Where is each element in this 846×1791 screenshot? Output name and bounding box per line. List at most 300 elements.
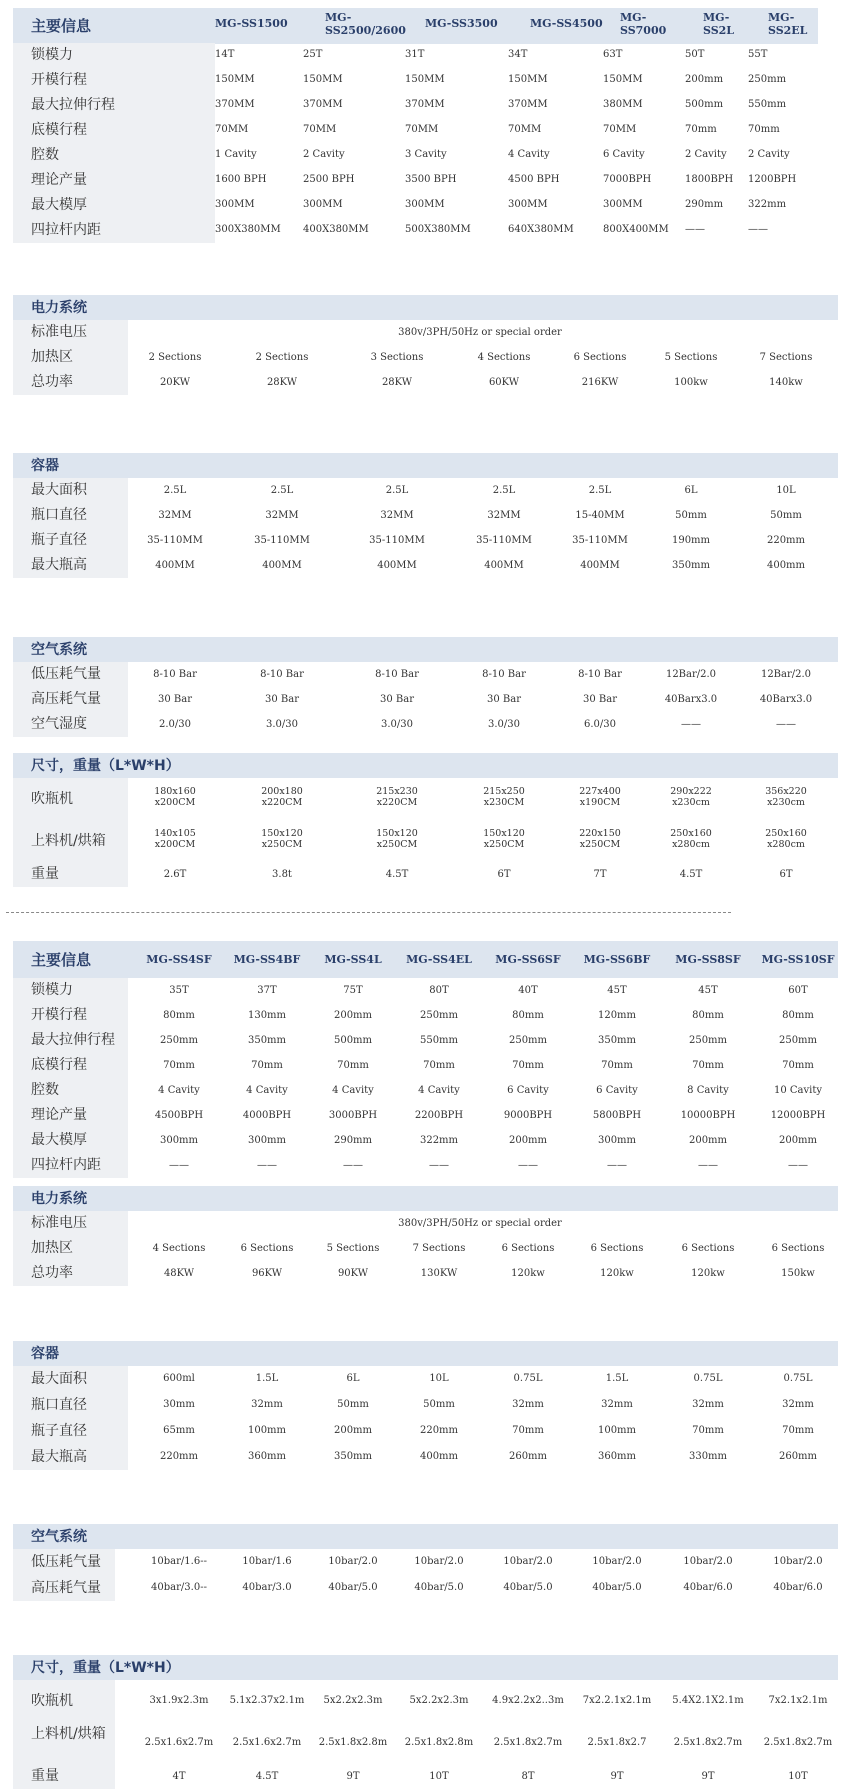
p2-main-row-cell: 45T	[607, 985, 627, 996]
dimension-line-1: 180x160	[154, 786, 196, 797]
p1-container-row-cell: 2.5L	[163, 485, 187, 496]
p1-main-row-cell: 800X400MM	[603, 224, 669, 235]
p1-main-row-cell: 6 Cavity	[603, 149, 645, 160]
p1-air-row-label: 空气湿度	[13, 712, 128, 737]
p1-container-row-cell: 35-110MM	[572, 535, 628, 546]
p2-main-row-cell: 70mm	[337, 1060, 369, 1071]
p2-main-row-cell: 120mm	[597, 1010, 637, 1021]
p1-main-row-label: 开模行程	[13, 68, 215, 93]
p1-power-row-cell: 4 Sections	[477, 352, 531, 363]
p1-container-band	[13, 453, 838, 478]
p2-model-header: MG-SS4L	[324, 953, 382, 966]
p1-container-row-label: 瓶子直径	[13, 528, 128, 553]
dimension-line-2: x280cm	[672, 839, 710, 850]
p2-container-row-cell: 32mm	[601, 1399, 633, 1410]
p1-main-row-cell: 322mm	[748, 199, 787, 210]
p1-main-row-cell: 55T	[748, 49, 768, 60]
p2-size-row-cell: 5x2.2x2.3m	[323, 1695, 383, 1706]
p1-main-row-cell: 370MM	[215, 99, 255, 110]
p2-main-row-cell: 3000BPH	[328, 1110, 378, 1121]
p1-air-row-cell: ——	[681, 719, 701, 730]
p1-air-band	[13, 637, 838, 662]
p1-size-row-cell: 4.5T	[679, 869, 703, 880]
p2-container-row-cell: 600ml	[163, 1373, 195, 1384]
p1-power-row-cell: 100kw	[674, 377, 708, 388]
p2-main-row-cell: 4 Cavity	[158, 1085, 200, 1096]
p1-main-row-cell: 150MM	[508, 74, 548, 85]
p1-air-row-cell: 3.0/30	[266, 719, 298, 730]
p2-main-row-cell: 300mm	[159, 1135, 199, 1146]
p1-model-header: MG-SS4500	[530, 17, 603, 30]
p1-main-title: 主要信息	[31, 17, 92, 35]
p2-size-row-cell: 7x2.2.1x2.1m	[582, 1695, 652, 1706]
p2-container-row-cell: 1.5L	[605, 1373, 629, 1384]
p1-main-row-cell: 4500 BPH	[508, 174, 560, 185]
p1-air-row-cell: 30 Bar	[158, 694, 192, 705]
p2-main-row-cell: 80mm	[782, 1010, 814, 1021]
p2-main-row-cell: 6 Cavity	[596, 1085, 638, 1096]
p1-size-row-cell	[222, 786, 342, 808]
dimension-line-1: 220x150	[579, 828, 621, 839]
dimension-line-1: 250x160	[765, 828, 807, 839]
p1-power-row-cell: 3 Sections	[370, 352, 424, 363]
p1-main-row-cell: 300MM	[303, 199, 343, 210]
p2-air-row-cell: 10bar/2.0	[683, 1556, 733, 1567]
p2-main-row-cell: 300mm	[597, 1135, 637, 1146]
p1-main-row-cell: 7000BPH	[603, 174, 652, 185]
p2-size-row-cell: 4T	[172, 1771, 186, 1782]
dimension-line-2: x230cm	[672, 797, 710, 808]
p1-main-row-cell: 1600 BPH	[215, 174, 267, 185]
p1-container-row-cell: 2.5L	[270, 485, 294, 496]
dimension-line-1: 150x120	[261, 828, 303, 839]
p2-container-row-cell: 50mm	[337, 1399, 369, 1410]
p2-power-row-cell: 4 Sections	[152, 1243, 206, 1254]
p1-main-row-cell: 370MM	[405, 99, 445, 110]
p2-power-row-cell: 6 Sections	[240, 1243, 294, 1254]
p2-power-row-cell: 120kw	[691, 1268, 725, 1279]
p2-container-row-cell: 100mm	[247, 1425, 287, 1436]
p1-container-row-label: 瓶口直径	[13, 503, 128, 528]
dimension-line-2: x220CM	[261, 797, 303, 808]
p1-air-row-cell: 3.0/30	[488, 719, 520, 730]
dimension-line-1: 215x250	[483, 786, 525, 797]
p2-main-row-cell: ——	[607, 1160, 627, 1171]
p2-main-row-cell: 250mm	[508, 1035, 548, 1046]
p1-main-row-cell: 14T	[215, 49, 235, 60]
p2-air-row-label: 高压耗气量	[13, 1575, 115, 1601]
p2-air-row-cell: 40bar/5.0	[592, 1582, 642, 1593]
p1-main-row-cell: 2 Cavity	[685, 149, 727, 160]
p1-container-row-cell: 32MM	[265, 510, 299, 521]
p1-air-row-cell: 30 Bar	[380, 694, 414, 705]
p2-air-row-cell: 10bar/1.6--	[151, 1556, 207, 1567]
p1-size-row-cell: 6T	[779, 869, 793, 880]
p2-main-row-cell: 4 Cavity	[332, 1085, 374, 1096]
p2-size-row-cell: 2.5x1.8x2.7m	[673, 1737, 743, 1748]
p2-main-row-cell: 500mm	[333, 1035, 373, 1046]
p1-container-row-cell: 400MM	[262, 560, 302, 571]
p2-container-row-cell: 65mm	[163, 1425, 195, 1436]
p1-air-row-cell: 8-10 Bar	[375, 669, 419, 680]
p2-main-row-cell: 350mm	[247, 1035, 287, 1046]
p1-container-row-cell: 220mm	[766, 535, 806, 546]
p2-main-row-cell: 12000BPH	[770, 1110, 826, 1121]
p2-main-row-cell: 5800BPH	[592, 1110, 642, 1121]
p2-size-row-cell: 3x1.9x2.3m	[149, 1695, 209, 1706]
p2-main-row-cell: 35T	[169, 985, 189, 996]
p2-air-row-label: 低压耗气量	[13, 1549, 115, 1575]
p2-main-row-cell: 70mm	[251, 1060, 283, 1071]
p1-size-row-cell: 7T	[593, 869, 607, 880]
p1-air-row-cell: 8-10 Bar	[578, 669, 622, 680]
p1-size-row-cell: 4.5T	[385, 869, 409, 880]
p2-model-header: MG-SS4EL	[406, 953, 472, 966]
p1-size-row-cell: 2.6T	[163, 869, 187, 880]
p1-air-row-label: 低压耗气量	[13, 662, 128, 687]
p2-container-row-cell: 360mm	[597, 1451, 637, 1462]
p1-main-row-cell: 300MM	[215, 199, 255, 210]
p2-main-row-cell: 250mm	[159, 1035, 199, 1046]
p2-container-row-label: 最大面积	[13, 1366, 128, 1392]
p1-air-row-cell: 30 Bar	[583, 694, 617, 705]
p1-container-title: 容器	[31, 457, 59, 474]
p1-model-header: MG-SS7000	[620, 11, 667, 37]
p2-main-row-cell: 4 Cavity	[418, 1085, 460, 1096]
p1-air-row-cell: 2.0/30	[159, 719, 191, 730]
p2-power-row-label: 加热区	[13, 1236, 128, 1261]
p1-main-row-cell: 3 Cavity	[405, 149, 447, 160]
p2-main-row-cell: 80mm	[163, 1010, 195, 1021]
p1-main-row-cell: 500mm	[685, 99, 724, 110]
p1-container-row-cell: 400MM	[580, 560, 620, 571]
p2-size-row-cell: 2.5x1.6x2.7m	[144, 1737, 214, 1748]
p1-container-row-cell: 400mm	[766, 560, 806, 571]
dimension-line-2: x250CM	[376, 839, 418, 850]
p2-main-row-label: 最大模厚	[13, 1128, 128, 1153]
p2-main-row-label: 腔数	[13, 1078, 128, 1103]
p1-container-row-cell: 350mm	[671, 560, 711, 571]
p2-model-header: MG-SS4SF	[146, 953, 212, 966]
p1-main-row-cell: 150MM	[215, 74, 255, 85]
p2-container-row-cell: 70mm	[692, 1425, 724, 1436]
p2-container-row-cell: 0.75L	[513, 1373, 543, 1384]
dimension-line-1: 227x400	[579, 786, 621, 797]
p1-main-row-cell: 4 Cavity	[508, 149, 550, 160]
p2-main-row-label: 开模行程	[13, 1003, 128, 1028]
p2-main-row-cell: 8 Cavity	[687, 1085, 729, 1096]
p1-air-row-cell: ——	[776, 719, 796, 730]
p2-size-row-cell: 10T	[429, 1771, 449, 1782]
p1-main-row-cell: 70MM	[603, 124, 637, 135]
p2-air-row-cell: 10bar/2.0	[328, 1556, 378, 1567]
p2-main-row-cell: 6 Cavity	[507, 1085, 549, 1096]
p1-container-row-cell: 400MM	[484, 560, 524, 571]
p2-model-header: MG-SS4BF	[233, 953, 301, 966]
p1-air-row-cell: 12Bar/2.0	[760, 669, 812, 680]
p2-container-row-label: 最大瓶高	[13, 1444, 128, 1470]
p2-container-row-cell: 32mm	[692, 1399, 724, 1410]
p2-main-row-cell: 200mm	[778, 1135, 818, 1146]
p1-container-row-cell: 15-40MM	[575, 510, 625, 521]
p1-main-row-label: 最大模厚	[13, 193, 215, 218]
p1-container-row-cell: 50mm	[770, 510, 802, 521]
p2-size-row-cell: 8T	[521, 1771, 535, 1782]
p2-size-row-cell: 9T	[346, 1771, 360, 1782]
p2-air-row-cell: 10bar/2.0	[414, 1556, 464, 1567]
dimension-line-1: 250x160	[670, 828, 712, 839]
p2-power-row-cell: 90KW	[337, 1268, 369, 1279]
p2-power-row-cell: 6 Sections	[681, 1243, 735, 1254]
p2-power-row-cell: 6 Sections	[501, 1243, 555, 1254]
p2-size-row-cell: 4.9x2.2x2..3m	[492, 1695, 564, 1706]
p2-container-row-cell: 260mm	[778, 1451, 818, 1462]
p2-power-row-cell: 150kw	[781, 1268, 815, 1279]
p2-main-row-cell: 70mm	[692, 1060, 724, 1071]
p1-air-row-cell: 30 Bar	[265, 694, 299, 705]
p2-model-header: MG-SS10SF	[761, 953, 835, 966]
p2-main-row-cell: 290mm	[333, 1135, 373, 1146]
p2-main-title: 主要信息	[31, 951, 92, 969]
p2-size-row-cell: 2.5x1.8x2.7m	[493, 1737, 563, 1748]
p2-main-row-label: 四拉杆内距	[13, 1153, 128, 1178]
p1-air-row-cell: 6.0/30	[584, 719, 616, 730]
p1-main-row-label: 最大拉伸行程	[13, 93, 215, 118]
p1-air-row-cell: 40Barx3.0	[664, 694, 718, 705]
p2-main-row-cell: 250mm	[419, 1010, 459, 1021]
p2-container-row-cell: 0.75L	[693, 1373, 723, 1384]
p1-main-row-label: 四拉杆内距	[13, 218, 215, 243]
p2-air-row-cell: 10bar/2.0	[592, 1556, 642, 1567]
p2-air-title: 空气系统	[31, 1528, 87, 1545]
p1-model-header: MG-SS2500/2600	[325, 11, 406, 37]
p2-size-row-cell: 2.5x1.6x2.7m	[232, 1737, 302, 1748]
p2-main-row-cell: 4000BPH	[242, 1110, 292, 1121]
p2-air-row-cell: 40bar/6.0	[683, 1582, 733, 1593]
p2-main-row-cell: 9000BPH	[503, 1110, 553, 1121]
p1-main-row-cell: 150MM	[405, 74, 445, 85]
p2-main-row-label: 理论产量	[13, 1103, 128, 1128]
p2-container-row-cell: 32mm	[512, 1399, 544, 1410]
p1-size-row-label: 吹瓶机	[13, 778, 128, 820]
p1-voltage-value: 380v/3PH/50Hz or special order	[398, 327, 562, 338]
p1-container-row-cell: 2.5L	[385, 485, 409, 496]
p2-air-band	[13, 1524, 838, 1549]
p1-container-row-cell: 35-110MM	[254, 535, 310, 546]
p2-main-row-cell: 350mm	[597, 1035, 637, 1046]
dimension-line-1: 356x220	[765, 786, 807, 797]
p2-container-row-cell: 350mm	[333, 1451, 373, 1462]
p1-size-row-cell	[222, 828, 342, 850]
p1-main-row-label: 腔数	[13, 143, 215, 168]
p2-size-row-cell: 4.5T	[255, 1771, 279, 1782]
p2-voltage-label: 标准电压	[13, 1211, 128, 1236]
p2-container-row-label: 瓶子直径	[13, 1418, 128, 1444]
p1-main-row-cell: 250mm	[748, 74, 787, 85]
p2-size-row-cell: 2.5x1.8x2.8m	[318, 1737, 388, 1748]
p2-size-row-label: 上料机/烘箱	[13, 1722, 115, 1764]
p1-container-row-cell: 400MM	[377, 560, 417, 571]
p1-power-row-cell: 7 Sections	[759, 352, 813, 363]
p1-main-row-cell: 500X380MM	[405, 224, 471, 235]
p1-power-title: 电力系统	[31, 299, 87, 316]
p1-power-row-cell: 20KW	[159, 377, 191, 388]
p1-main-row-cell: 70MM	[303, 124, 337, 135]
p2-container-title: 容器	[31, 1345, 59, 1362]
p1-air-row-cell: 40Barx3.0	[759, 694, 813, 705]
p2-power-row-cell: 5 Sections	[326, 1243, 380, 1254]
p2-container-row-cell: 220mm	[419, 1425, 459, 1436]
p1-air-title: 空气系统	[31, 641, 87, 658]
dimension-line-1: 200x180	[261, 786, 303, 797]
p1-size-row-label: 重量	[13, 862, 128, 887]
p1-container-row-cell: 35-110MM	[369, 535, 425, 546]
p1-main-row-cell: ——	[748, 224, 768, 235]
p1-power-row-cell: 6 Sections	[573, 352, 627, 363]
p2-container-row-cell: 400mm	[419, 1451, 459, 1462]
p2-size-row-cell: 7x2.1x2.1m	[768, 1695, 828, 1706]
p2-main-row-cell: 70mm	[423, 1060, 455, 1071]
p2-air-row-cell: 10bar/1.6	[242, 1556, 292, 1567]
p1-main-row-cell: 380MM	[603, 99, 643, 110]
p1-main-row-cell: 2 Cavity	[303, 149, 345, 160]
p2-main-row-cell: 45T	[698, 985, 718, 996]
p2-size-row-cell: 2.5x1.8x2.7m	[763, 1737, 833, 1748]
p2-power-row-cell: 6 Sections	[590, 1243, 644, 1254]
p1-power-row-cell: 2 Sections	[255, 352, 309, 363]
dimension-line-1: 150x120	[376, 828, 418, 839]
p1-size-title: 尺寸，重量（L*W*H）	[31, 757, 180, 774]
p1-size-row-cell	[337, 786, 457, 808]
p1-container-row-cell: 35-110MM	[147, 535, 203, 546]
p1-main-row-cell: ——	[685, 224, 705, 235]
p2-main-row-cell: 37T	[257, 985, 277, 996]
dimension-line-2: x250CM	[483, 839, 525, 850]
p1-air-row-cell: 12Bar/2.0	[665, 669, 717, 680]
dimension-line-1: 140x105	[154, 828, 196, 839]
p1-size-row-cell	[115, 786, 235, 808]
p2-main-row-cell: 70mm	[163, 1060, 195, 1071]
dimension-line-2: x200CM	[154, 839, 196, 850]
p2-main-row-cell: 130mm	[247, 1010, 287, 1021]
p2-main-row-cell: 200mm	[508, 1135, 548, 1146]
p2-main-row-cell: 250mm	[688, 1035, 728, 1046]
p2-container-row-cell: 50mm	[423, 1399, 455, 1410]
p2-size-row-cell: 10T	[788, 1771, 808, 1782]
p1-main-row-cell: 70mm	[685, 124, 717, 135]
p2-main-row-cell: 2200BPH	[414, 1110, 464, 1121]
p2-power-title: 电力系统	[31, 1190, 87, 1207]
p1-air-row-cell: 8-10 Bar	[260, 669, 304, 680]
p2-main-row-cell: 70mm	[782, 1060, 814, 1071]
p2-size-row-cell: 9T	[701, 1771, 715, 1782]
p2-size-row-cell: 2.5x1.8x2.8m	[404, 1737, 474, 1748]
p1-air-row-cell: 8-10 Bar	[482, 669, 526, 680]
p1-main-row-cell: 70mm	[748, 124, 780, 135]
p1-container-row-cell: 6L	[684, 485, 698, 496]
p1-model-header: MG-SS1500	[215, 17, 288, 30]
p1-container-row-cell: 35-110MM	[476, 535, 532, 546]
p1-air-row-label: 高压耗气量	[13, 687, 128, 712]
p1-container-row-cell: 32MM	[487, 510, 521, 521]
p1-main-row-cell: 70MM	[215, 124, 249, 135]
p1-power-band	[13, 295, 838, 320]
p1-main-row-cell: 1800BPH	[685, 174, 734, 185]
p2-main-row-cell: 75T	[343, 985, 363, 996]
p2-power-row-cell: 7 Sections	[412, 1243, 466, 1254]
p1-main-row-cell: 290mm	[685, 199, 724, 210]
p2-main-row-cell: 200mm	[333, 1010, 373, 1021]
p2-main-row-cell: 60T	[788, 985, 808, 996]
p2-air-row-cell: 10bar/2.0	[773, 1556, 823, 1567]
p2-air-row-cell: 40bar/3.0--	[151, 1582, 207, 1593]
p2-size-row-cell: 5x2.2x2.3m	[409, 1695, 469, 1706]
p2-main-row-cell: ——	[257, 1160, 277, 1171]
p1-power-row-cell: 28KW	[266, 377, 298, 388]
p2-main-row-cell: 4 Cavity	[246, 1085, 288, 1096]
p1-power-row-cell: 2 Sections	[148, 352, 202, 363]
p1-main-row-cell: 150MM	[303, 74, 343, 85]
p1-container-row-cell: 2.5L	[492, 485, 516, 496]
p1-voltage-label: 标准电压	[13, 320, 128, 345]
p1-main-row-cell: 34T	[508, 49, 528, 60]
p1-container-row-cell: 400MM	[155, 560, 195, 571]
p2-main-row-cell: 200mm	[688, 1135, 728, 1146]
p1-main-row-cell: 50T	[685, 49, 705, 60]
p1-main-row-cell: 640X380MM	[508, 224, 574, 235]
p1-power-row-cell: 5 Sections	[664, 352, 718, 363]
dimension-line-2: x280cm	[767, 839, 805, 850]
p1-power-row-cell: 28KW	[381, 377, 413, 388]
p2-air-row-cell: 40bar/6.0	[773, 1582, 823, 1593]
dimension-line-2: x200CM	[154, 797, 196, 808]
p2-power-row-cell: 96KW	[251, 1268, 283, 1279]
p1-main-row-cell: 300MM	[508, 199, 548, 210]
p2-air-row-cell: 40bar/3.0	[242, 1582, 292, 1593]
p2-air-row-cell: 10bar/2.0	[503, 1556, 553, 1567]
p2-size-row-cell: 5.1x2.37x2.1m	[229, 1695, 305, 1706]
p1-air-row-cell: 3.0/30	[381, 719, 413, 730]
p1-main-row-cell: 1 Cavity	[215, 149, 257, 160]
p1-main-row-cell: 3500 BPH	[405, 174, 457, 185]
p1-container-row-cell: 2.5L	[588, 485, 612, 496]
p2-model-header: MG-SS6BF	[583, 953, 651, 966]
p1-model-header: MG-SS3500	[425, 17, 498, 30]
p1-container-row-label: 最大面积	[13, 478, 128, 503]
dimension-line-1: 150x120	[483, 828, 525, 839]
p2-main-row-cell: ——	[429, 1160, 449, 1171]
p2-container-row-cell: 70mm	[782, 1425, 814, 1436]
p2-container-row-cell: 260mm	[508, 1451, 548, 1462]
p1-size-row-label: 上料机/烘箱	[13, 820, 128, 862]
p2-main-row-cell: 40T	[518, 985, 538, 996]
p2-container-row-cell: 10L	[429, 1373, 449, 1384]
p2-main-row-cell: 322mm	[419, 1135, 459, 1146]
p2-air-row-cell: 40bar/5.0	[414, 1582, 464, 1593]
p2-size-row-cell: 9T	[610, 1771, 624, 1782]
p2-main-row-cell: 80mm	[512, 1010, 544, 1021]
p1-size-row-cell: 6T	[497, 869, 511, 880]
p2-model-header: MG-SS8SF	[675, 953, 741, 966]
p1-main-row-cell: 70MM	[508, 124, 542, 135]
p1-air-row-cell: 30 Bar	[487, 694, 521, 705]
dimension-line-1: 215x230	[376, 786, 418, 797]
dimension-line-1: 290x222	[670, 786, 712, 797]
p2-container-row-cell: 1.5L	[255, 1373, 279, 1384]
p1-main-row-cell: 300X380MM	[215, 224, 281, 235]
p2-main-row-cell: 70mm	[512, 1060, 544, 1071]
p1-main-row-cell: 2500 BPH	[303, 174, 355, 185]
